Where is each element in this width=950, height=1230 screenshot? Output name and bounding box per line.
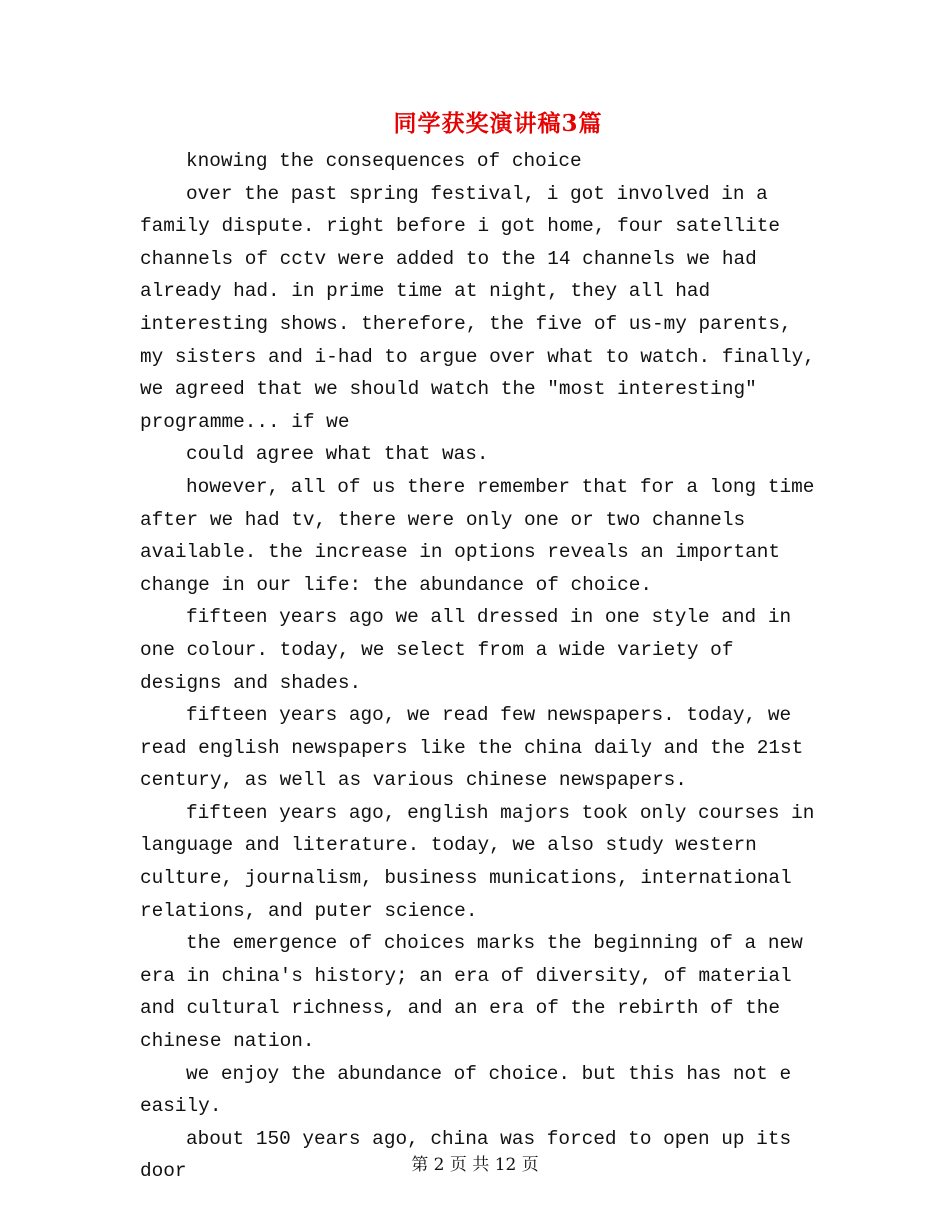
- paragraph: we enjoy the abundance of choice. but this has not e easily.: [140, 1062, 803, 1118]
- paragraph: the emergence of choices marks the beginning of a new era in china's history; an era of diversity, of material and cultural richness, and an era of the rebirth of the chinese nation.: [140, 932, 815, 1053]
- paragraph: about 150 years ago, china was forced to open up its door: [140, 1127, 803, 1183]
- paragraph: fifteen years ago, we read few newspapers. today, we read english newspapers like the china daily and the 21st century, as well as various chinese newspapers.: [140, 704, 815, 792]
- paragraph: however, all of us there remember that for a long time after we had tv, there were only one or two channels available. the increase in options reveals an important change in our life: the abundance of choice.: [140, 475, 826, 596]
- paragraph: could agree what that was.: [186, 443, 489, 466]
- document-body: [140, 145, 827, 1188]
- document-title: 同学获奖演讲稿3篇: [393, 110, 603, 137]
- paragraph: knowing the consequences of choice: [186, 150, 582, 172]
- page-footer: 第 2 页 共 12 页: [411, 1155, 539, 1175]
- paragraph: fifteen years ago we all dressed in one style and in one colour. today, we select from a wide variety of designs and shades.: [140, 606, 803, 694]
- paragraph: fifteen years ago, english majors took only courses in language and literature. today, we also study western culture, journalism, business munications, international relations, and puter science.: [140, 801, 826, 922]
- paragraph: over the past spring festival, i got involved in a family dispute. right before i got home, four satellite channels of cctv were added to the 14 channels we had already had. in prime time at night, they all had interesting shows. therefore, the five of us-my parents, my sisters and i-had to argue over what to watch. finally, we agreed that we should watch the "most interesting" programme... if we: [140, 182, 827, 433]
